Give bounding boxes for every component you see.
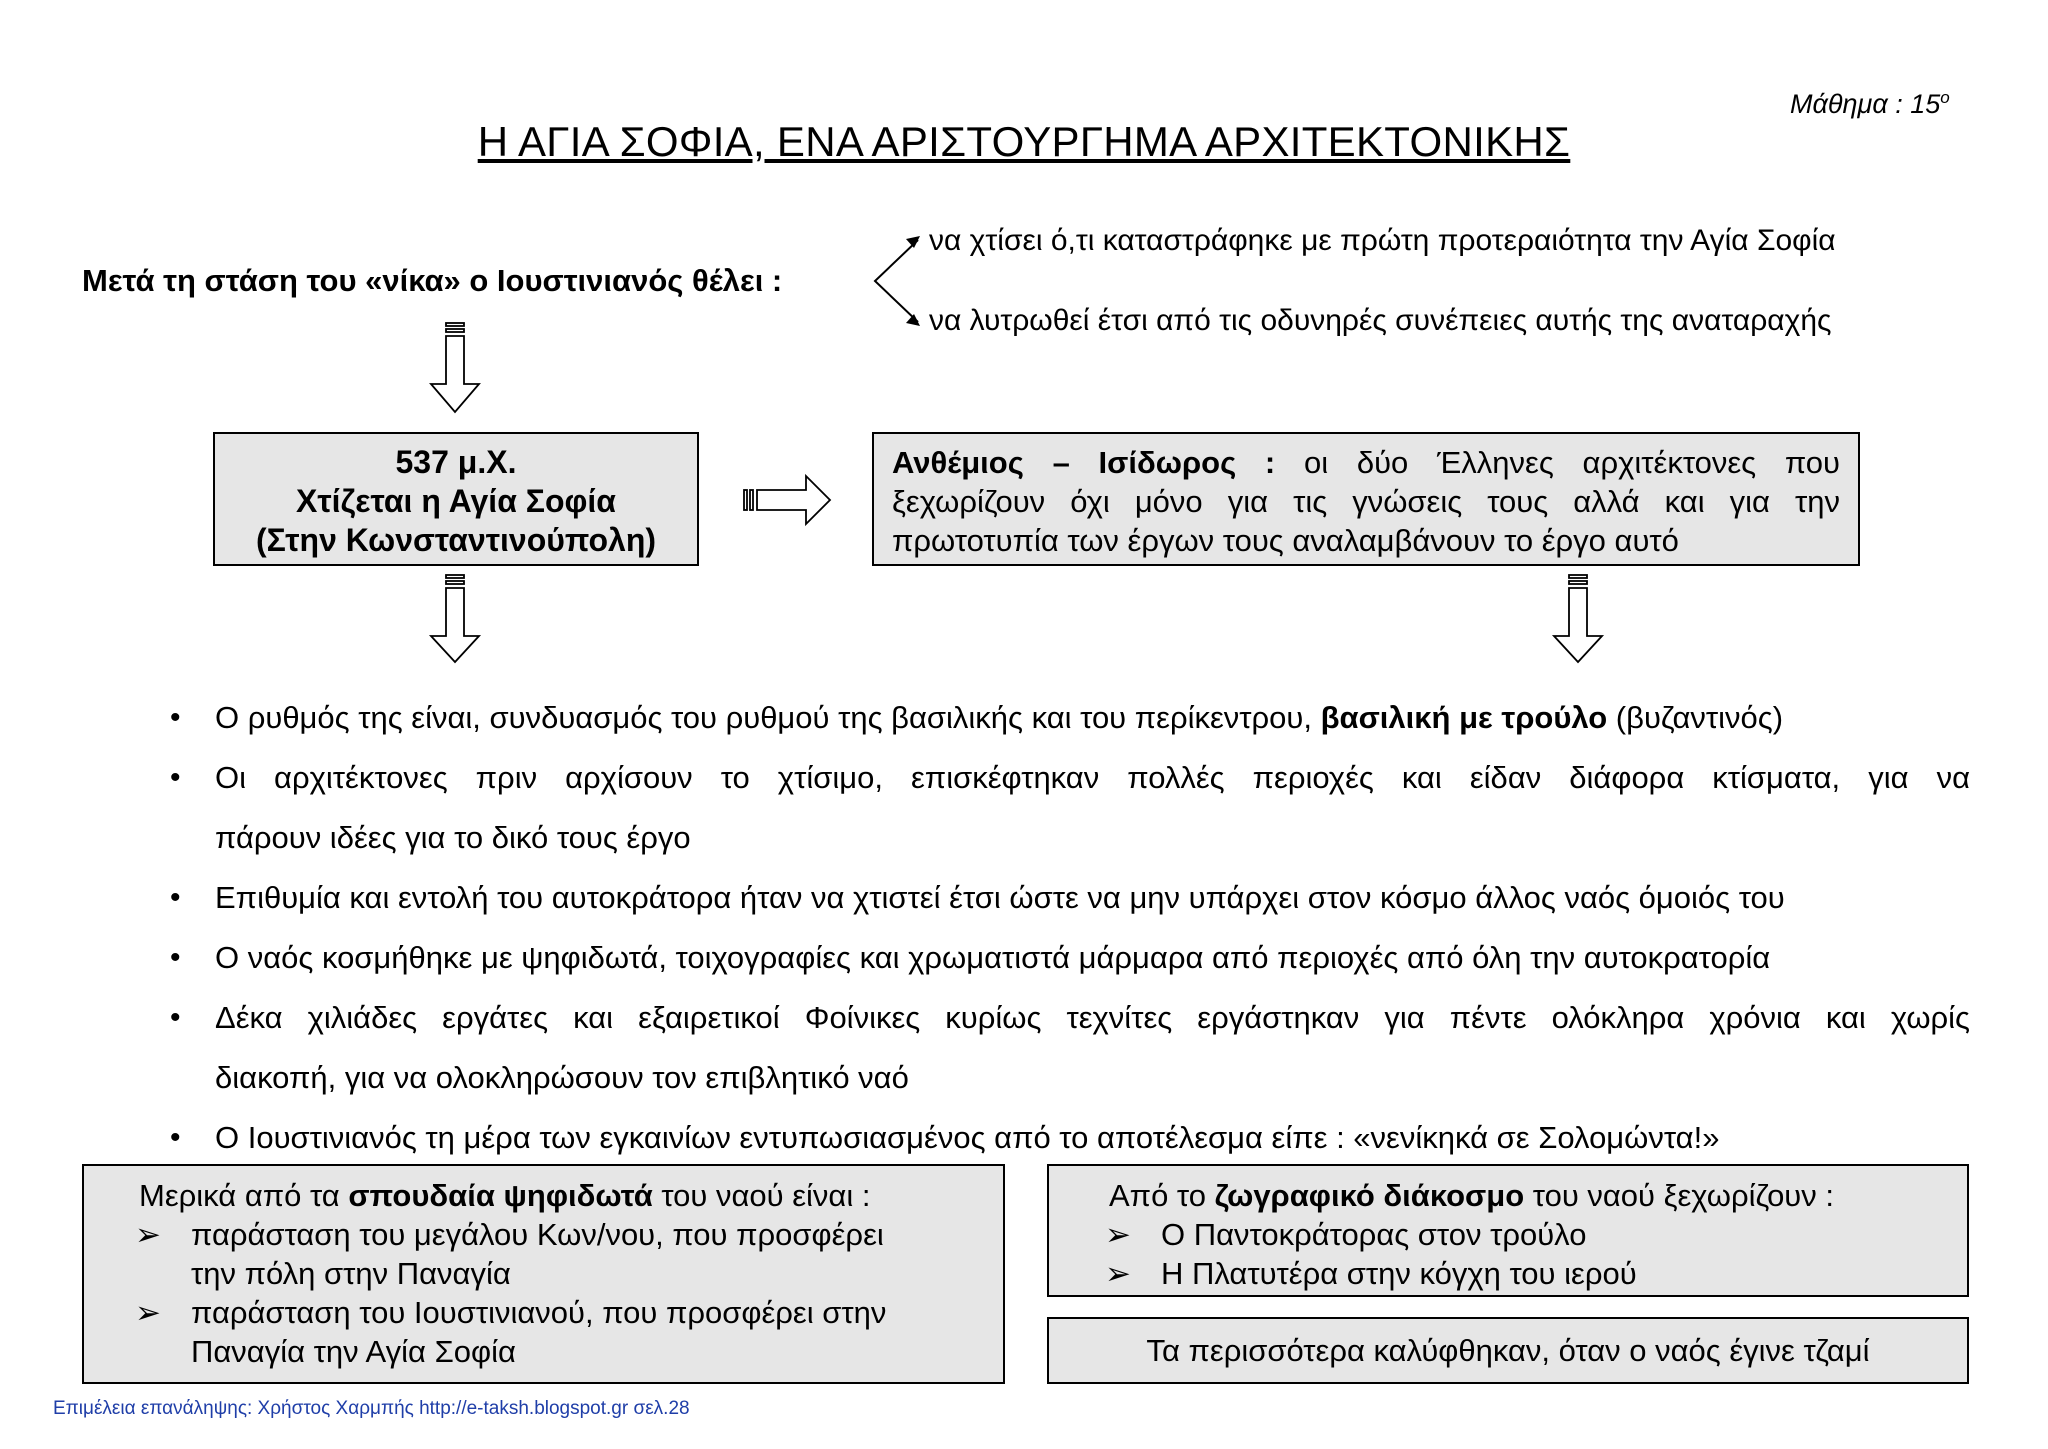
list-item: • Επιθυμία και εντολή του αυτοκράτορα ήταν να χτιστεί έτσι ώστε να μην υπάρχει στον κόσμο άλλος ναός όμοιός του: [165, 868, 1970, 928]
construction-title: Χτίζεται η Αγία Σοφία: [296, 483, 616, 519]
covered-note-box: Τα περισσότερα καλύφθηκαν, όταν ο ναός έγινε τζαμί: [1047, 1317, 1969, 1384]
list-item: • Ο ναός κοσμήθηκε με ψηφιδωτά, τοιχογραφίες και χρωματιστά μάρμαρα από περιοχές από όλη την αυτοκρατορία: [165, 928, 1970, 988]
right-arrow: [744, 476, 830, 524]
arrow-bullet-icon: ➢: [135, 1295, 161, 1330]
arrow-bullet-icon: ➢: [1105, 1256, 1131, 1291]
construction-year: 537 μ.Χ.: [395, 444, 517, 480]
painting-item-1: ➢ Ο Παντοκράτορας στον τρούλο: [1105, 1217, 1587, 1252]
list-item: • Οι αρχιτέκτονες πριν αρχίσουν το χτίσιμο, επισκέφτηκαν πολλές περιοχές και είδαν διάφορα κτίσματα, για να πάρουν ιδέες για το δικό τους έργο: [165, 748, 1970, 868]
mosaics-box: [82, 1164, 1005, 1384]
arrow-bullet-icon: ➢: [1105, 1217, 1131, 1252]
list-item: • Δέκα χιλιάδες εργάτες και εξαιρετικοί Φοίνικες κυρίως τεχνίτες εργάστηκαν για πέντε ολόκληρα χρόνια και χωρίς διακοπή, για να ολοκληρώσουν τον επιβλητικό ναό: [165, 988, 1970, 1108]
list-item: • Ο Ιουστινιανός τη μέρα των εγκαινίων εντυπωσιασμένος από το αποτέλεσμα είπε : «νενίκηκά σε Σολομώντα!»: [165, 1108, 1970, 1168]
intro-branch-2: να λυτρωθεί έτσι από τις οδυνηρές συνέπειες αυτής της αναταραχής: [929, 304, 1832, 337]
architects-line-3: πρωτοτυπία των έργων τους αναλαμβάνουν το έργο αυτό: [892, 523, 1679, 558]
architects-line-1: Ανθέμιος – Ισίδωρος : οι δύο Έλληνες αρχιτέκτονες που: [892, 445, 1840, 480]
page-title: Η ΑΓΙΑ ΣΟΦΙΑ, ΕΝΑ ΑΡΙΣΤΟΥΡΓΗΜΑ ΑΡΧΙΤΕΚΤΟΝΙΚΗΣ: [477, 118, 1571, 165]
construction-box: [213, 432, 699, 566]
branch-arrows: [875, 240, 918, 322]
intro-lead: Μετά τη στάση του «νίκα» ο Ιουστινιανός θέλει :: [82, 263, 783, 298]
facts-list: [165, 688, 1970, 1168]
architects-line-2: ξεχωρίζουν όχι μόνο για τις γνώσεις τους αλλά και για την: [892, 484, 1840, 519]
down-arrow-2: [431, 575, 479, 662]
mosaic-item-1: ➢ παράσταση του μεγάλου Κων/νου, που προσφέρει την πόλη στην Παναγία: [135, 1217, 884, 1291]
paintings-box: [1047, 1164, 1969, 1297]
mosaics-heading: Μερικά από τα σπουδαία ψηφιδωτά του ναού είναι :: [139, 1178, 871, 1213]
list-item: • Ο ρυθμός της είναι, συνδυασμός του ρυθμού της βασιλικής και του περίκεντρου, βασιλική με τρούλο (βυζαντινός): [165, 688, 1970, 748]
mosaic-item-2: ➢ παράσταση του Ιουστινιανού, που προσφέρει στην Παναγία την Αγία Σοφία: [135, 1295, 887, 1369]
branch-arrowhead-up: [906, 236, 920, 248]
intro-branch-1: να χτίσει ό,τι καταστράφηκε με πρώτη προτεραιότητα την Αγία Σοφία: [929, 224, 1836, 257]
branch-arrowhead-down: [906, 314, 920, 326]
lesson-number: Μάθημα : $15^o$: [1790, 88, 1950, 119]
arrow-bullet-icon: ➢: [135, 1217, 161, 1252]
down-arrow-3: [1554, 575, 1602, 662]
painting-item-2: ➢ Η Πλατυτέρα στην κόγχη του ιερού: [1105, 1256, 1637, 1291]
construction-place: (Στην Κωνσταντινούπολη): [255, 522, 657, 558]
paintings-heading: Από το ζωγραφικό διάκοσμο του ναού ξεχωρίζουν :: [1109, 1178, 1834, 1213]
down-arrow-1: [431, 323, 479, 412]
footer-credit: Επιμέλεια επανάληψης: Χρήστος Χαρμπής http://e-taksh.blogspot.gr σελ.28: [53, 1398, 690, 1419]
architects-box: [872, 432, 1860, 566]
